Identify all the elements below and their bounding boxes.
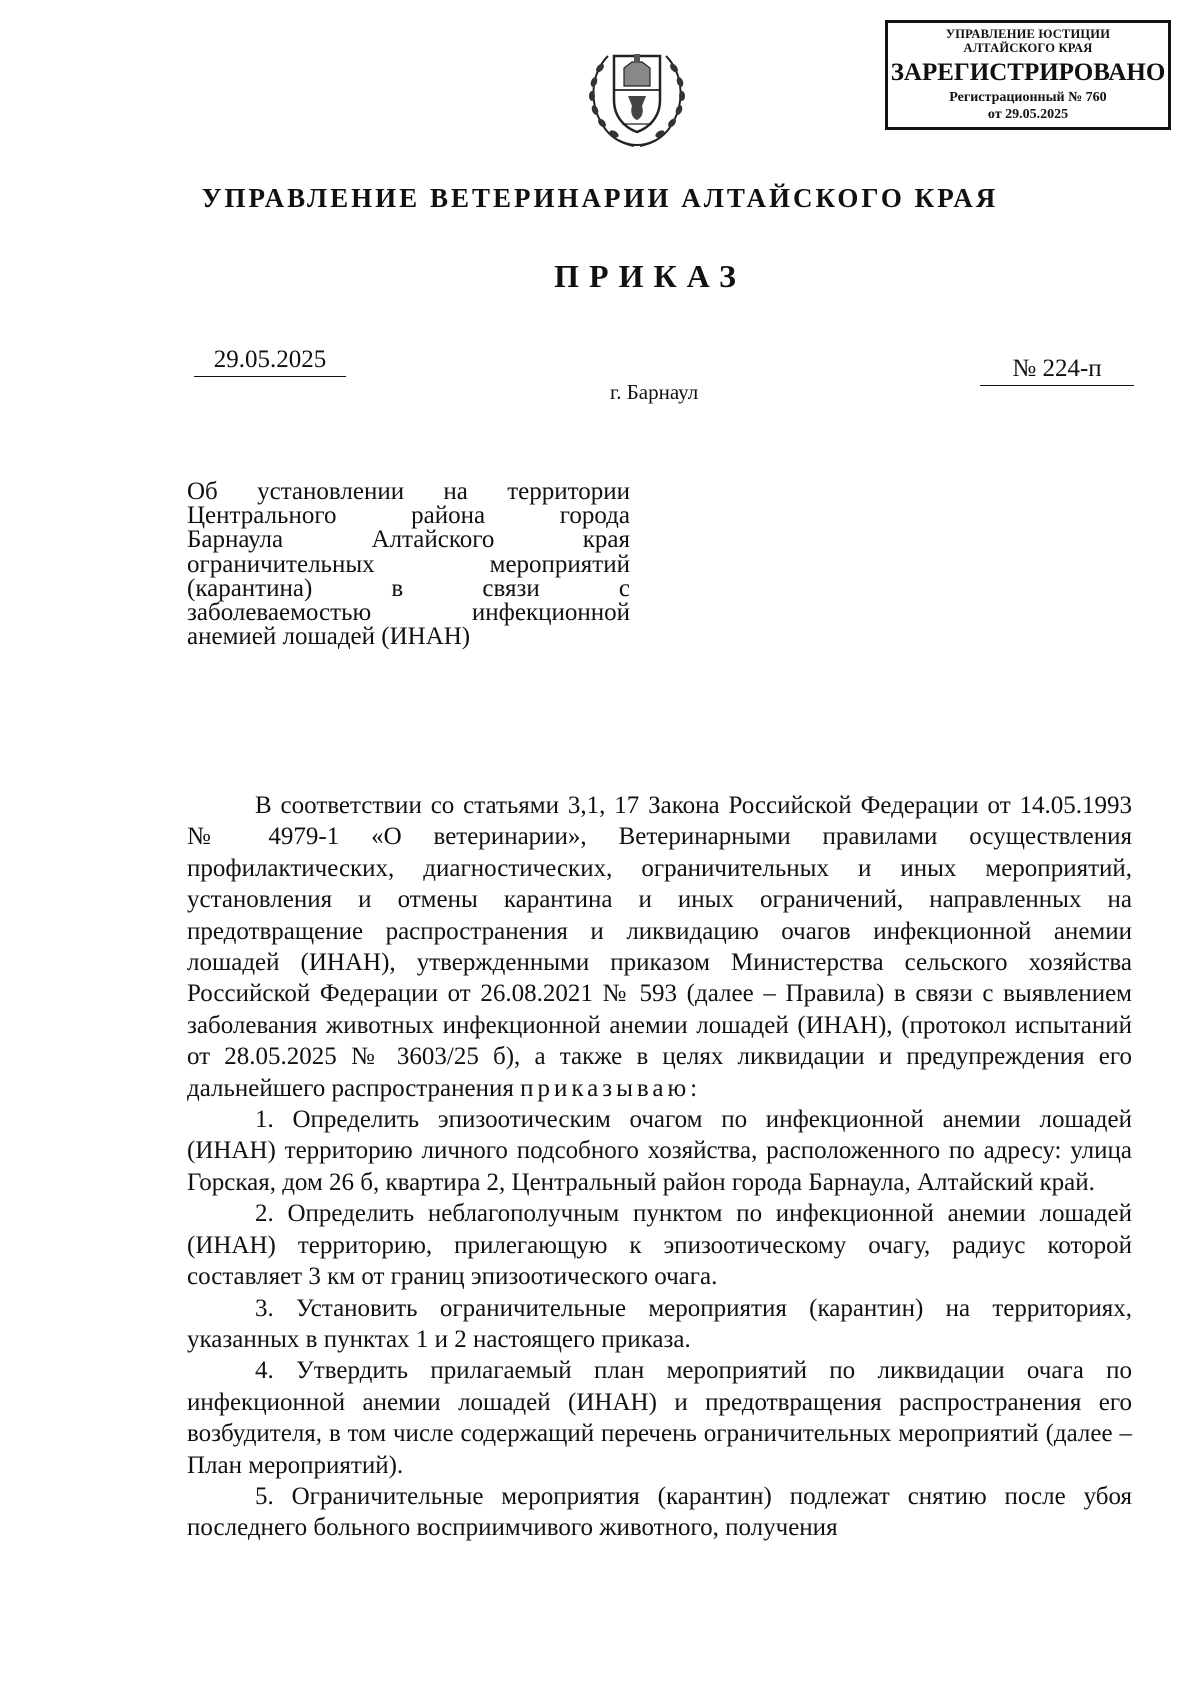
stamp-org-line1: УПРАВЛЕНИЕ ЮСТИЦИИ [945,27,1111,41]
order-item: 2. Определить неблагополучным пунктом по инфекционной анемии лошадей (ИНАН) территорию, прилегающую к эпизоотическому очагу, радиус которой составляет 3 км от границ эпизоотического очага. [187,1200,1132,1291]
stamp-status: ЗАРЕГИСТРИРОВАНО [890,59,1166,86]
order-item: 5. Ограничительные мероприятия (карантин) подлежат снятию после убоя последнего больного восприимчивого животного, получения [187,1482,1132,1542]
subject-line: Об установлении на территории [187,478,630,505]
order-item: 3. Установить ограничительные мероприятия (карантин) на территориях, указанных в пунктах 1 и 2 настоящего приказа. [187,1294,1132,1353]
stamp-org-line2: АЛТАЙСКОГО КРАЯ [963,41,1093,55]
document-type: ПРИКАЗ [554,258,746,294]
order-colon: : [690,1074,698,1102]
altai-krai-coat-of-arms-icon [578,34,696,152]
subject-line: ограничительных мероприятий [187,550,630,578]
order-item: 1. Определить эпизоотическим очагом по инфекционной анемии лошадей (ИНАН) территорию личного подсобного хозяйства, расположенного по адресу: улица Горская, дом 26 б, квартира 2, Центральный район города Барнаула, Алтайский край. [187,1106,1132,1196]
subject-line: (карантина) в связи с [187,574,630,602]
subject-line: Центрального района города [187,502,630,530]
subject-line: Барнаула Алтайского края [187,526,630,554]
subject-line: анемией лошадей (ИНАН) [187,623,471,651]
registration-stamp [885,20,1171,130]
stamp-reg-date: от 29.05.2025 [987,107,1069,122]
order-item: 4. Утвердить прилагаемый план мероприятий по ликвидации очага по инфекционной анемии лошадей (ИНАН) и предотвращения распространения его возбудителя, в том числе содержащий перечень ограничительных мероприятий (далее – План мероприятий). [187,1357,1132,1479]
preamble-paragraph [187,790,1132,1104]
organization-title: УПРАВЛЕНИЕ ВЕТЕРИНАРИИ АЛТАЙСКОГО КРАЯ [201,183,999,213]
preamble-text: В соответствии со статьями 3,1, 17 Закона Российской Федерации от 14.05.1993 № 4979-1 «О ветеринарии», Ветеринарными правилами осуществления профилактических, диагностических, ограничительных и иных мероприятий, установления и отмены карантина и иных ограничений, направленных на предотвращение распространения и ликвидацию очагов инфекционной анемии лошадей (ИНАН), утвержденными приказом Министерства сельского хозяйства Российской Федерации от 26.08.2021 № 593 (далее – Правила) в связи с выявлением заболевания животных инфекционной анемии лошадей (ИНАН), (протокол испытаний от 28.05.2025 № 3603/25 б), а также в целях ликвидации и предупреждения его дальнейшего распространения [187,792,1132,1102]
document-subject [187,480,630,649]
order-word: приказываю [520,1074,691,1102]
stamp-reg-number: Регистрационный № 760 [949,90,1107,105]
document-body [187,790,1132,1544]
document-date: 29.05.2025 [194,345,346,377]
document-city: г. Барнаул [610,380,699,404]
subject-line: заболеваемостью инфекционной [187,599,630,627]
document-number: № 224-п [980,354,1134,386]
